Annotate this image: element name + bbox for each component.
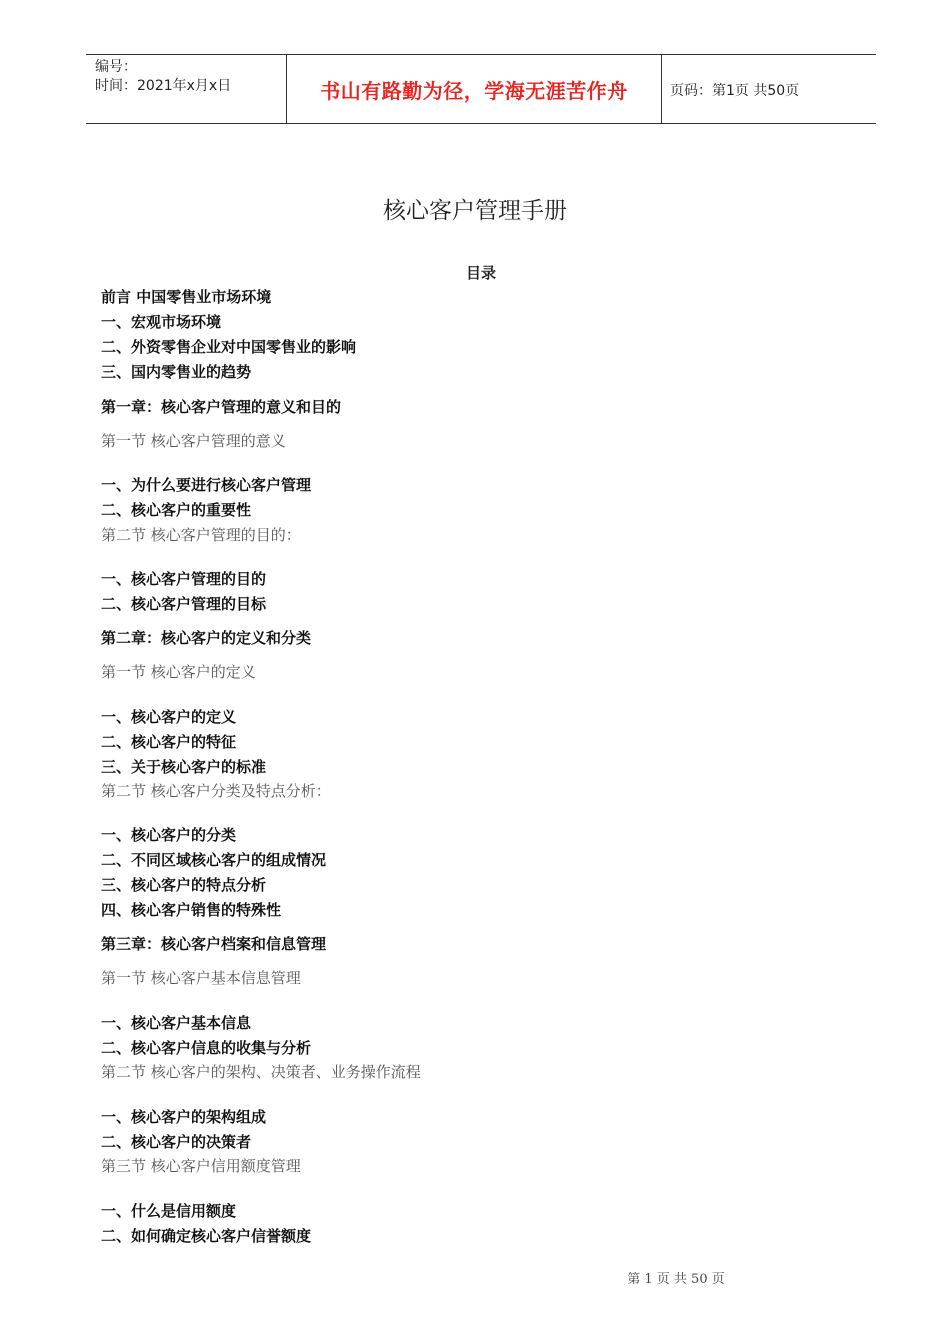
toc-entry: 三、核心客户的特点分析 xyxy=(101,876,267,894)
page-header xyxy=(86,54,876,124)
header-meta xyxy=(95,58,231,96)
toc-entry: 二、核心客户信息的收集与分析 xyxy=(101,1039,312,1057)
toc-entry: 第二章：核心客户的定义和分类 xyxy=(101,629,312,647)
toc-entry: 一、核心客户的定义 xyxy=(101,708,237,726)
toc-entry: 一、为什么要进行核心客户管理 xyxy=(101,476,312,494)
header-page-info: 页码：第1页 共50页 xyxy=(670,83,800,99)
toc-entry: 二、如何确定核心客户信誉额度 xyxy=(101,1227,312,1245)
toc-entry: 二、不同区域核心客户的组成情况 xyxy=(101,851,327,869)
toc-entry: 二、核心客户的特征 xyxy=(101,733,237,751)
toc-entry: 一、宏观市场环境 xyxy=(101,313,222,331)
toc-entry: 二、核心客户的重要性 xyxy=(101,501,252,519)
toc-entry: 第二节 核心客户的架构、决策者、业务操作流程 xyxy=(101,1063,421,1081)
toc-entry: 第三节 核心客户信用额度管理 xyxy=(101,1157,301,1175)
toc-heading: 目录 xyxy=(465,264,496,282)
toc-entry: 第一节 核心客户基本信息管理 xyxy=(101,969,301,987)
toc-entry: 二、外资零售企业对中国零售业的影响 xyxy=(101,338,357,356)
toc-entry: 三、国内零售业的趋势 xyxy=(101,363,252,381)
toc-entry: 一、什么是信用额度 xyxy=(101,1202,237,1220)
header-number-label: 编号： xyxy=(95,59,137,75)
document-title: 核心客户管理手册 xyxy=(383,198,567,224)
header-motto: 书山有路勤为径，学海无涯苦作舟 xyxy=(286,55,662,123)
toc-entry: 一、核心客户的分类 xyxy=(101,826,237,844)
toc-entry: 一、核心客户管理的目的 xyxy=(101,570,267,588)
toc-entry: 第二节 核心客户分类及特点分析： xyxy=(101,782,331,800)
toc-entry: 第三章：核心客户档案和信息管理 xyxy=(101,935,327,953)
toc-entry: 第二节 核心客户管理的目的： xyxy=(101,526,301,544)
toc-entry: 三、关于核心客户的标准 xyxy=(101,758,267,776)
toc-entry: 四、核心客户销售的特殊性 xyxy=(101,901,282,919)
toc-entry: 第一节 核心客户的定义 xyxy=(101,663,256,681)
header-time: 时间：2021年x月x日 xyxy=(95,78,232,94)
toc-entry: 前言 中国零售业市场环境 xyxy=(101,288,272,306)
toc-entry: 第一章：核心客户管理的意义和目的 xyxy=(101,398,342,416)
toc-entry: 一、核心客户基本信息 xyxy=(101,1014,252,1032)
toc-entry: 一、核心客户的架构组成 xyxy=(101,1108,267,1126)
toc-entry: 二、核心客户的决策者 xyxy=(101,1133,252,1151)
toc-entry: 二、核心客户管理的目标 xyxy=(101,595,267,613)
toc-entry: 第一节 核心客户管理的意义 xyxy=(101,432,286,450)
page-footer: 第 1 页 共 50 页 xyxy=(627,1272,725,1287)
